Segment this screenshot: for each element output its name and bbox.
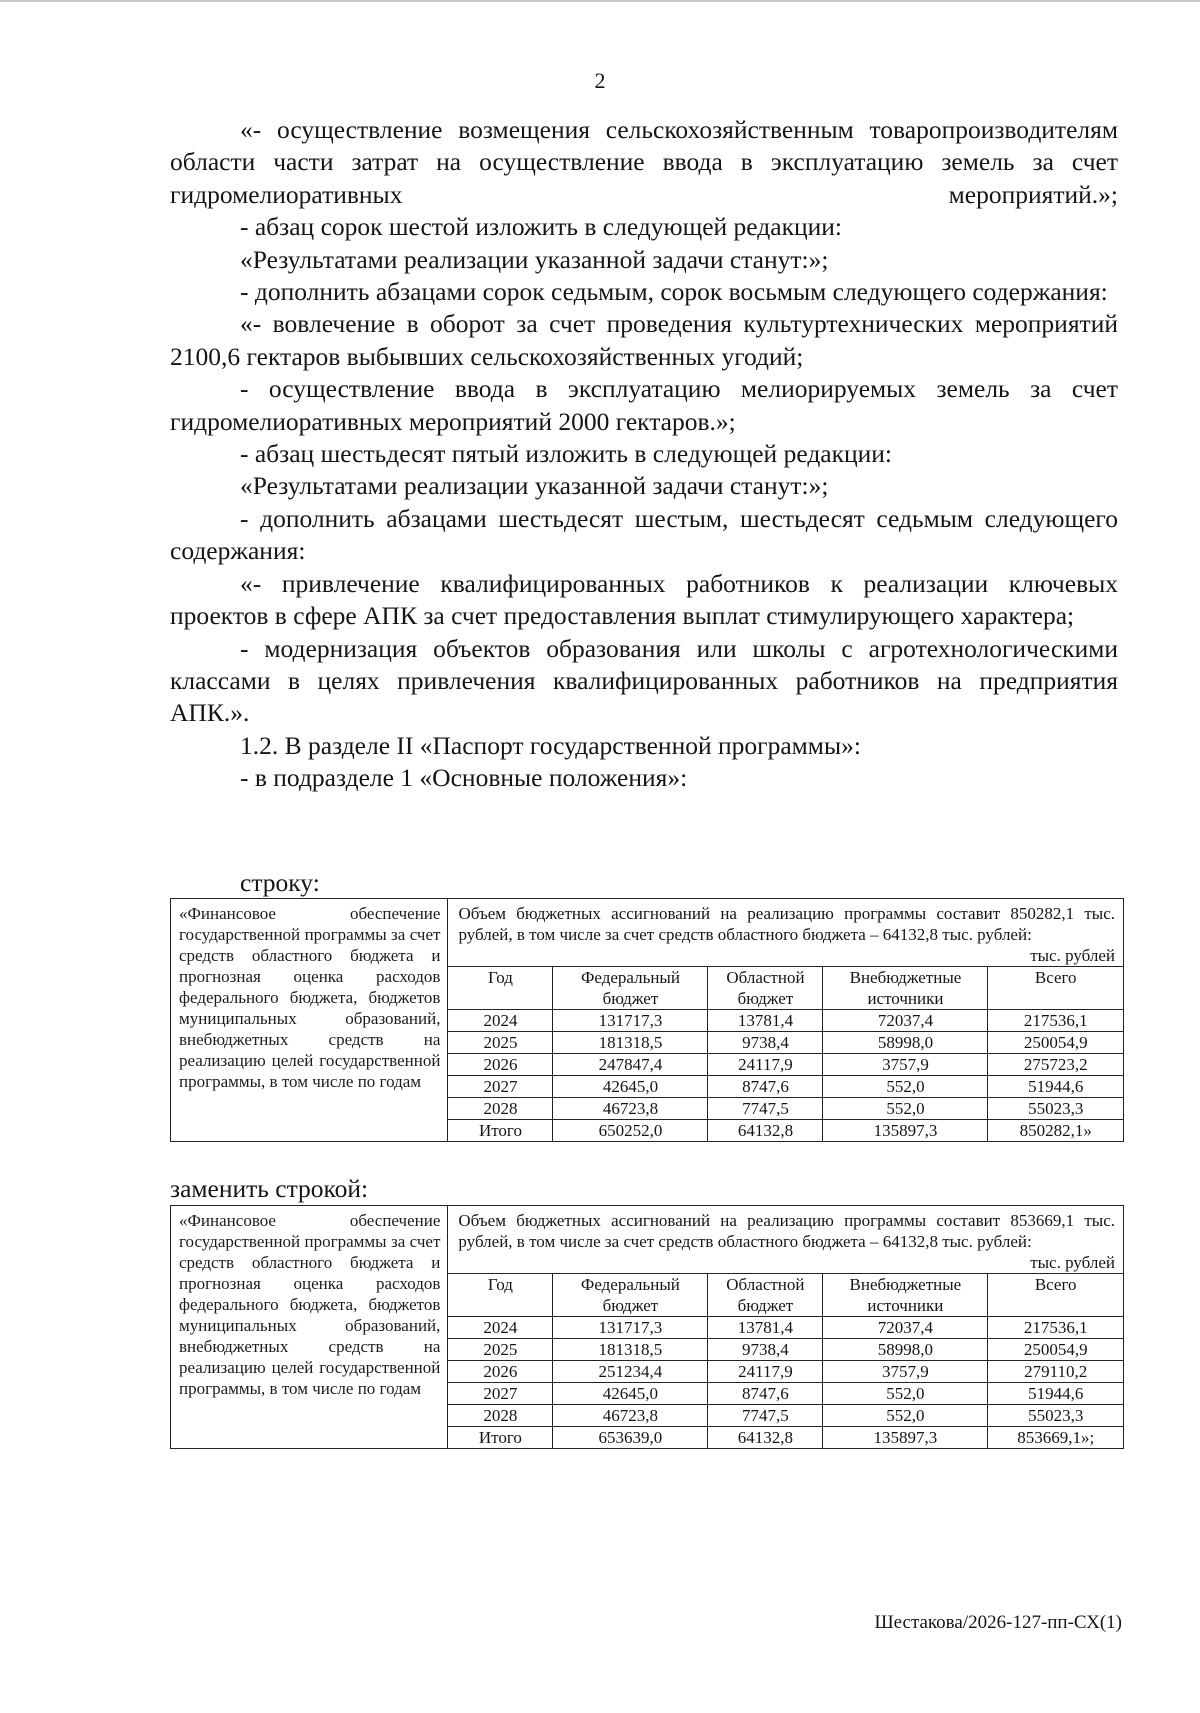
header-federal: Федеральный бюджет <box>553 967 708 1010</box>
cell-year: 2027 <box>448 1383 553 1405</box>
cell-extrabudgetary: 552,0 <box>823 1098 988 1120</box>
cell-extrabudgetary: 3757,9 <box>823 1361 988 1383</box>
cell-extrabudgetary: 552,0 <box>823 1076 988 1098</box>
cell-regional: 13781,4 <box>708 1010 823 1032</box>
table-row <box>448 1032 1123 1054</box>
financing-table <box>448 1273 1123 1448</box>
financing-table <box>448 966 1123 1141</box>
row-value-cell <box>448 1206 1124 1449</box>
table-row <box>448 1405 1123 1427</box>
cell-regional: 24117,9 <box>708 1054 823 1076</box>
table-row <box>448 1098 1123 1120</box>
paragraph: «- привлечение квалифицированных работников к реализации ключевых проектов в сфере АПК за счет предоставления выплат стимулирующего характера; <box>170 568 1118 631</box>
cell-extrabudgetary: 58998,0 <box>823 1032 988 1054</box>
cell-federal: 42645,0 <box>553 1076 708 1098</box>
header-regional: Областной бюджет <box>708 967 823 1010</box>
funding-intro: Объем бюджетных ассигнований на реализацию программы составит 853669,1 тыс. рублей, в том числе за счет средств областного бюджета – 64132,8 тыс. рублей: <box>458 1211 1115 1251</box>
row-label-cell: «Финансовое обеспечение государственной программы за счет средств областного бюджета и прогнозная оценка расходов федерального бюджета, бюджетов муниципальных образований, внебюджетных средств на реализацию целей государственной программы, в том числе по годам <box>171 1206 448 1449</box>
paragraph: - абзац сорок шестой изложить в следующей редакции: <box>240 212 842 242</box>
table-header-row <box>448 967 1123 1010</box>
cell-total: 51944,6 <box>988 1383 1123 1405</box>
header-regional: Областной бюджет <box>708 1274 823 1317</box>
cell-extrabudgetary: 552,0 <box>823 1405 988 1427</box>
passport-row-new <box>170 1205 1124 1449</box>
table-row <box>448 1054 1123 1076</box>
table-row-total <box>448 1427 1123 1449</box>
table-row <box>448 1076 1123 1098</box>
cell-total: 55023,3 <box>988 1098 1123 1120</box>
cell-federal: 251234,4 <box>553 1361 708 1383</box>
header-total: Всего <box>988 1274 1123 1317</box>
cell-federal: 131717,3 <box>553 1010 708 1032</box>
cell-total: 850282,1» <box>988 1120 1123 1142</box>
cell-regional: 8747,6 <box>708 1076 823 1098</box>
cell-regional: 13781,4 <box>708 1317 823 1339</box>
cell-total: 853669,1»; <box>988 1427 1123 1449</box>
cell-year: 2027 <box>448 1076 553 1098</box>
cell-extrabudgetary: 135897,3 <box>823 1427 988 1449</box>
cell-year: 2026 <box>448 1054 553 1076</box>
paragraph: - в подразделе 1 «Основные положения»: <box>240 763 688 793</box>
cell-year: Итого <box>448 1120 553 1142</box>
cell-year: 2028 <box>448 1405 553 1427</box>
cell-regional: 64132,8 <box>708 1427 823 1449</box>
header-total: Всего <box>988 967 1123 1010</box>
cell-regional: 24117,9 <box>708 1361 823 1383</box>
cell-extrabudgetary: 72037,4 <box>823 1010 988 1032</box>
cell-federal: 42645,0 <box>553 1383 708 1405</box>
passport-row-old <box>170 898 1124 1142</box>
cell-year: 2025 <box>448 1339 553 1361</box>
cell-regional: 7747,5 <box>708 1098 823 1120</box>
table-row-total <box>448 1120 1123 1142</box>
cell-extrabudgetary: 552,0 <box>823 1383 988 1405</box>
cell-year: 2026 <box>448 1361 553 1383</box>
cell-regional: 9738,4 <box>708 1339 823 1361</box>
table-row <box>448 1010 1123 1032</box>
cell-federal: 247847,4 <box>553 1054 708 1076</box>
cell-federal: 653639,0 <box>553 1427 708 1449</box>
cell-total: 51944,6 <box>988 1076 1123 1098</box>
section-heading: 1.2. В разделе II «Паспорт государственной программы»: <box>240 730 861 760</box>
cell-federal: 46723,8 <box>553 1098 708 1120</box>
cell-year: Итого <box>448 1427 553 1449</box>
cell-total: 279110,2 <box>988 1361 1123 1383</box>
body-text <box>170 114 1118 795</box>
cell-total: 217536,1 <box>988 1317 1123 1339</box>
unit-label: тыс. рублей <box>1030 946 1115 965</box>
cell-regional: 8747,6 <box>708 1383 823 1405</box>
cell-total: 250054,9 <box>988 1032 1123 1054</box>
header-extrabudgetary: Внебюджетные источники <box>823 1274 988 1317</box>
header-year: Год <box>448 1274 553 1317</box>
paragraph: «Результатами реализации указанной задачи станут:»; <box>240 244 829 274</box>
cell-federal: 181318,5 <box>553 1032 708 1054</box>
row-label-cell: «Финансовое обеспечение государственной программы за счет средств областного бюджета и прогнозная оценка расходов федерального бюджета, бюджетов муниципальных образований, внебюджетных средств на реализацию целей государственной программы, в том числе по годам <box>171 899 448 1142</box>
table-header-row <box>448 1274 1123 1317</box>
header-extrabudgetary: Внебюджетные источники <box>823 967 988 1010</box>
paragraph: «- вовлечение в оборот за счет проведения культуртехнических мероприятий 2100,6 гектаров выбывших сельскохозяйственных угодий; <box>170 309 1118 371</box>
label-row-new: заменить строкой: <box>170 1174 369 1203</box>
cell-federal: 46723,8 <box>553 1405 708 1427</box>
cell-year: 2024 <box>448 1317 553 1339</box>
cell-year: 2024 <box>448 1010 553 1032</box>
cell-extrabudgetary: 3757,9 <box>823 1054 988 1076</box>
paragraph: «Результатами реализации указанной задачи станут:»; <box>240 471 829 501</box>
table-row <box>448 1339 1123 1361</box>
cell-regional: 9738,4 <box>708 1032 823 1054</box>
paragraph: - абзац шестьдесят пятый изложить в следующей редакции: <box>240 439 893 469</box>
paragraph: - осуществление ввода в эксплуатацию мелиорируемых земель за счет гидромелиоративных мероприятий 2000 гектаров.»; <box>170 374 1118 436</box>
funding-intro: Объем бюджетных ассигнований на реализацию программы составит 850282,1 тыс. рублей, в том числе за счет средств областного бюджета – 64132,8 тыс. рублей: <box>458 904 1115 944</box>
table-row <box>448 1317 1123 1339</box>
cell-extrabudgetary: 135897,3 <box>823 1120 988 1142</box>
cell-year: 2025 <box>448 1032 553 1054</box>
table-row <box>448 1361 1123 1383</box>
paragraph: «- осуществление возмещения сельскохозяйственным товаропроизводителям области части затрат на осуществление ввода в эксплуатацию земель за счет гидромелиоративных мероприятий.»; <box>170 115 1118 209</box>
header-federal: Федеральный бюджет <box>553 1274 708 1317</box>
table-row <box>448 1383 1123 1405</box>
scan-edge-line <box>0 0 1200 2</box>
cell-federal: 650252,0 <box>553 1120 708 1142</box>
page-number: 2 <box>594 68 606 93</box>
cell-extrabudgetary: 72037,4 <box>823 1317 988 1339</box>
header-year: Год <box>448 967 553 1010</box>
paragraph: - дополнить абзацами сорок седьмым, сорок восьмым следующего содержания: <box>240 277 1108 307</box>
paragraph: - дополнить абзацами шестьдесят шестым, шестьдесят седьмым следующего содержания: <box>170 503 1118 566</box>
cell-extrabudgetary: 58998,0 <box>823 1339 988 1361</box>
cell-total: 250054,9 <box>988 1339 1123 1361</box>
document-reference: Шестакова/2026-127-пп-СХ(1) <box>874 1612 1122 1633</box>
unit-label: тыс. рублей <box>1030 1253 1115 1272</box>
cell-federal: 131717,3 <box>553 1317 708 1339</box>
cell-regional: 7747,5 <box>708 1405 823 1427</box>
cell-total: 275723,2 <box>988 1054 1123 1076</box>
row-value-cell <box>448 899 1124 1142</box>
paragraph: - модернизация объектов образования или школы с агротехнологическими классами в целях привлечения квалифицированных работников на предприятия АПК.». <box>170 633 1118 728</box>
label-row-old: строку: <box>240 868 320 897</box>
cell-year: 2028 <box>448 1098 553 1120</box>
cell-regional: 64132,8 <box>708 1120 823 1142</box>
cell-federal: 181318,5 <box>553 1339 708 1361</box>
cell-total: 55023,3 <box>988 1405 1123 1427</box>
cell-total: 217536,1 <box>988 1010 1123 1032</box>
